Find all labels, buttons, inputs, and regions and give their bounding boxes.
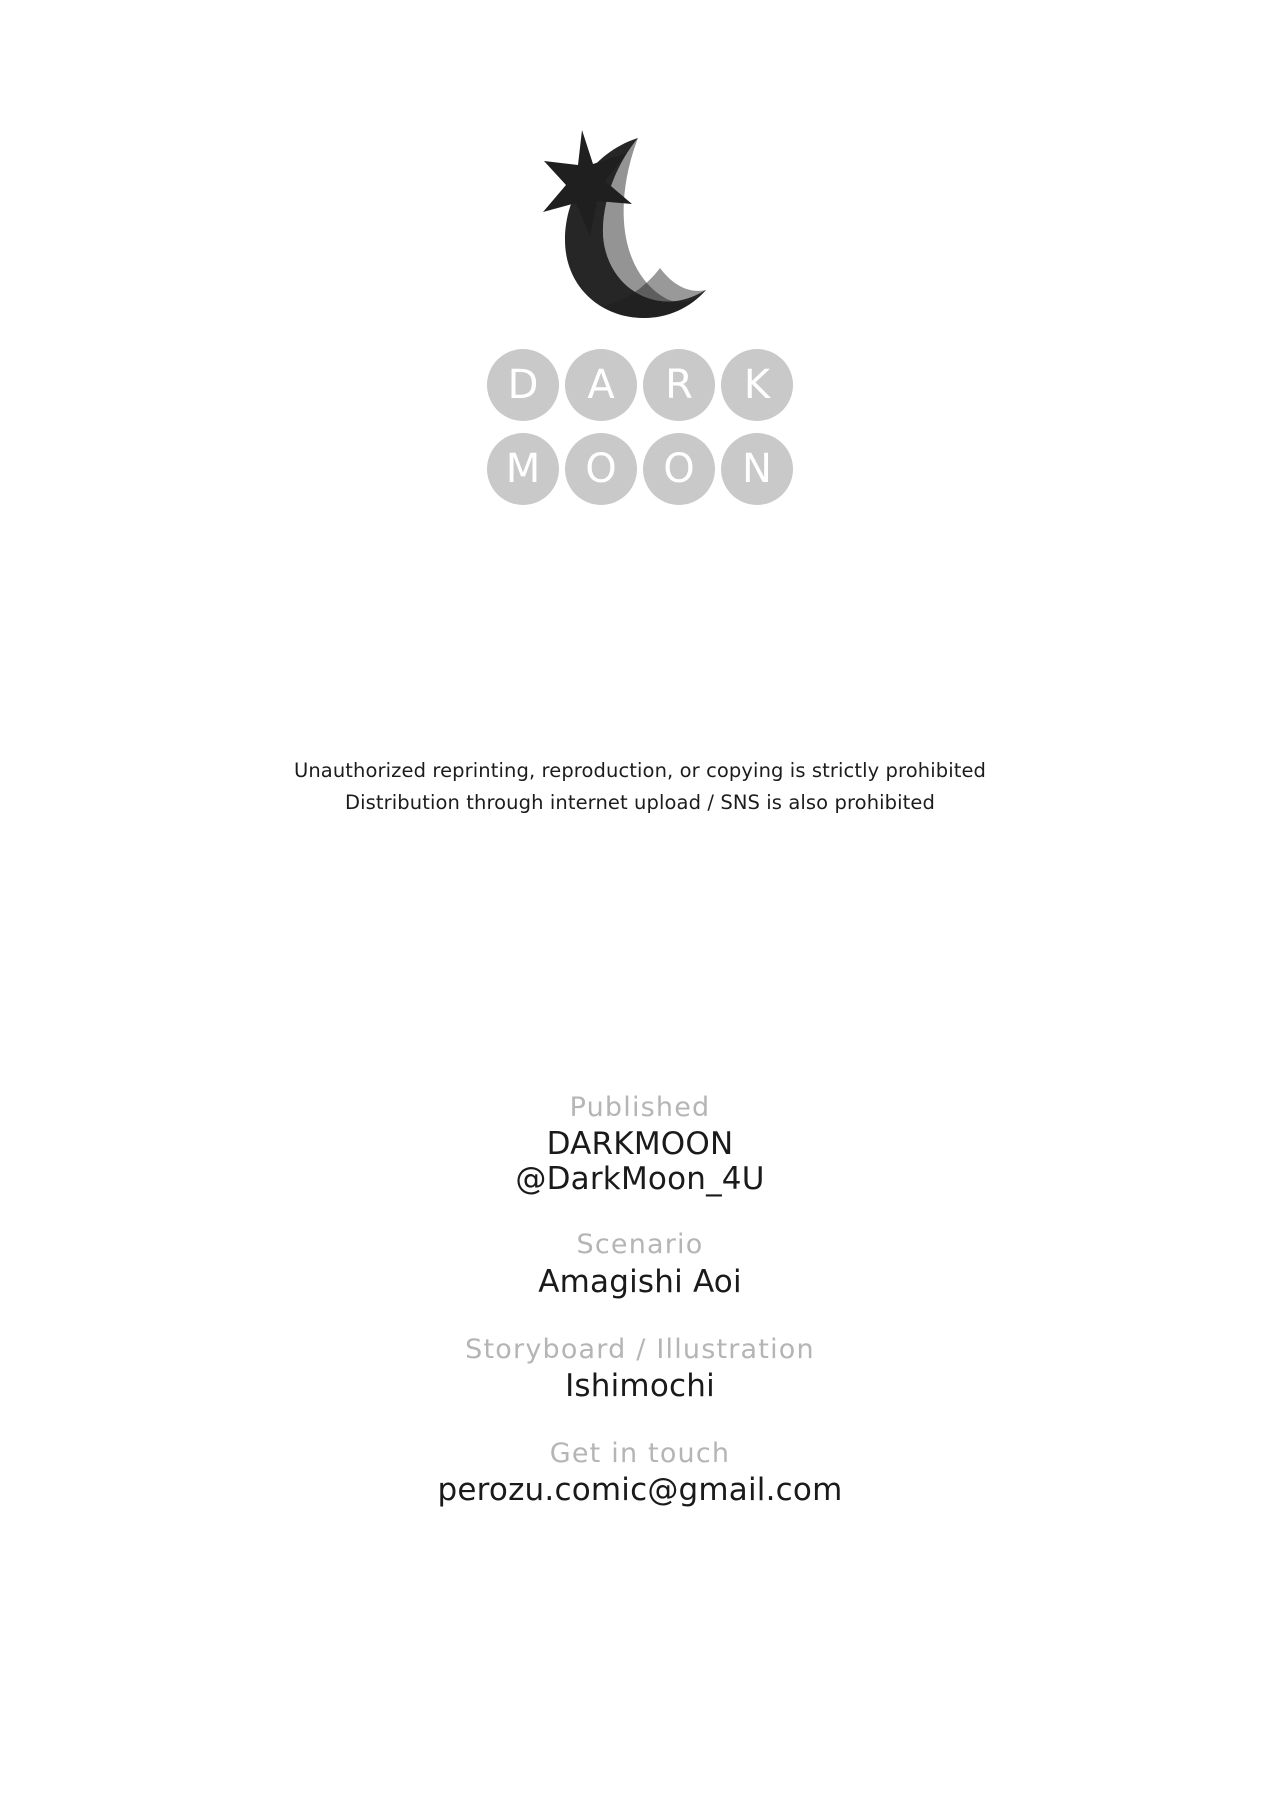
credit-label: Get in touch — [549, 1437, 731, 1469]
credit-value: Amagishi Aoi — [538, 1263, 742, 1300]
logo-letter: R — [643, 349, 715, 421]
credit-group-contact — [0, 1436, 1280, 1510]
credit-label: Storyboard / Illustration — [465, 1333, 815, 1365]
credit-value: DARKMOON — [546, 1125, 734, 1162]
credit-group-published — [0, 1090, 1280, 1197]
logo-letter: A — [565, 349, 637, 421]
credits-list — [0, 1090, 1280, 1510]
credit-label: Published — [569, 1092, 711, 1124]
contact-email[interactable]: perozu.comic@gmail.com — [437, 1472, 843, 1509]
notice-line-1: Unauthorized reprinting, reproduction, or copying is strictly prohibited — [293, 759, 987, 782]
credit-group-storyboard-illustration — [0, 1332, 1280, 1406]
logo-letter: O — [565, 433, 637, 505]
brand-logo — [487, 118, 793, 505]
credit-handle: @DarkMoon_4U — [515, 1160, 765, 1197]
logo-letter: N — [721, 433, 793, 505]
logo-letter: D — [487, 349, 559, 421]
logo-letter: K — [721, 349, 793, 421]
logo-word-moon — [487, 433, 793, 505]
credit-label: Scenario — [576, 1229, 704, 1261]
credit-value: Ishimochi — [565, 1367, 715, 1404]
notice-line-2: Distribution through internet upload / SNS is also prohibited — [344, 790, 935, 814]
logo-word-dark — [487, 349, 793, 421]
credit-group-scenario — [0, 1227, 1280, 1301]
copyright-notice — [294, 755, 986, 818]
logo-letter: O — [643, 433, 715, 505]
crescent-moon-and-star-icon — [510, 118, 770, 333]
logo-letter: M — [487, 433, 559, 505]
